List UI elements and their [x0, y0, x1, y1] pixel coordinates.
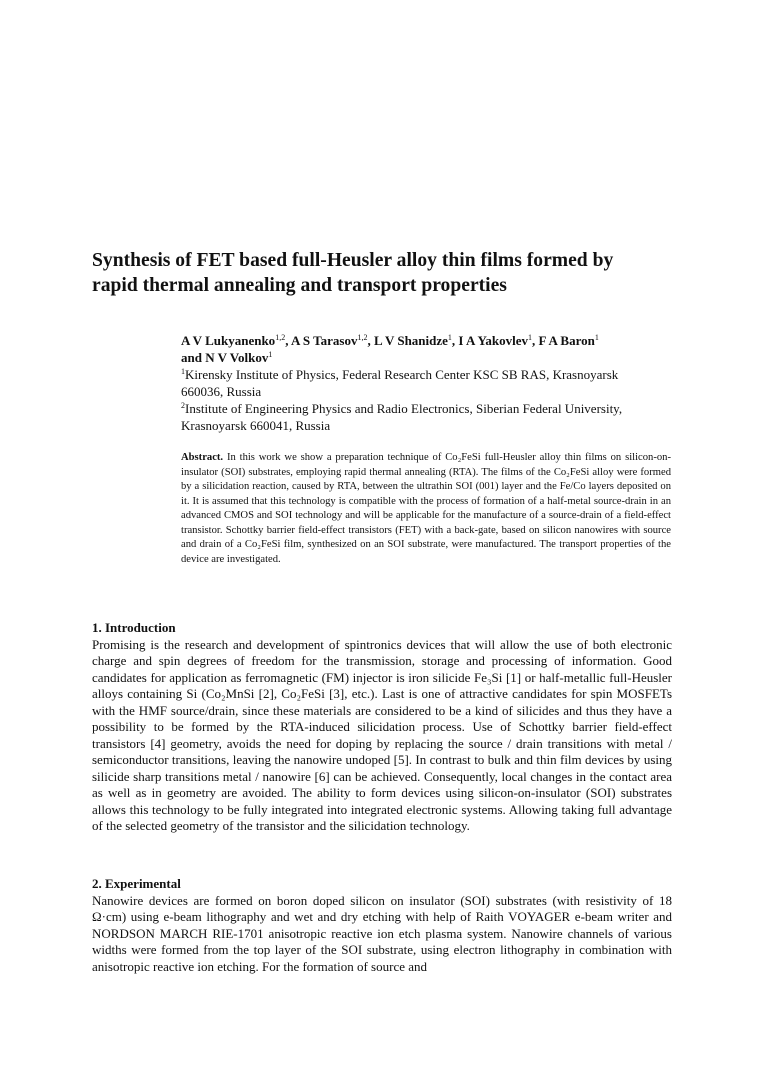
section-introduction [92, 620, 672, 835]
affiliation-line: $^1$Kirensky Institute of Physics, Federal Research Center KSC SB RAS, Krasnoyarsk [181, 367, 619, 382]
section-body: Nanowire devices are formed on boron doped silicon on insulator (SOI) substrates (with resistivity of 18 Ω·cm) using e-beam lithography and wet and dry etching with help of Raith VOYAGER e-beam writer and NORDSON MARCH RIE-1701 anisotropic reactive ion etch plasma system. Nanowire channels of various widths were formed from the top layer of the SOI substrate, using electron lithography in combination with anisotropic reactive ion etching. For the formation of source and [92, 892, 672, 974]
author-list [181, 332, 681, 366]
author-name: L V Shanidze [373, 333, 448, 348]
affiliation-number: 1 [181, 367, 185, 376]
section-body: Promising is the research and development of spintronics devices that will allow the use of both electronic charge and spin degrees of freedom for the transmission, storage and processing of information. Good candidates for application as ferromagnetic (FM) injector is iron silicide Fe₃Si [1] or half-metallic full-Heusler alloys containing Si (Co₂MnSi [2], Co₂FeSi [3], etc.). Last is one of attractive candidates for spin MOSFETs with the HMF source/drain, since these materials are considered to be a kind of silicides and thus they have a possibility to be formed by the RTA-induced silicidation process. Use of Schottky barrier field-effect transistors [4] geometry, avoids the need for doping by replacing the source / drain transitions with metal / semiconductor transitions, leaving the nanowire undoped [5]. In contrast to bulk and thin film devices by using silicide sharp transitions metal / nanowire [6] can be achieved. Consequently, local changes in the contact area as well as in geometry are avoided. The ability to form devices using silicon-on-insulator (SOI) substrates allows this technology to be fully integrated into integrated electronic systems. Allowing taking full advantage of the selected geometry of the transistor and the silicidation technology. [92, 636, 672, 833]
affiliation-line: $^2$Institute of Engineering Physics and Radio Electronics, Siberian Federal University, [181, 401, 623, 416]
author-affiliation-mark: 1 [268, 350, 273, 359]
author-block [181, 332, 681, 434]
paper-title [92, 248, 692, 298]
affiliation-line: 660036, Russia [181, 384, 262, 399]
author-affiliation-mark: 1,2 [357, 333, 368, 342]
author-name: I A Yakovlev [458, 333, 529, 348]
author-line: and N V Volkov$^1$ [181, 350, 273, 365]
section-heading: 1. Introduction [92, 620, 176, 635]
title-line: rapid thermal annealing and transport properties [92, 275, 507, 296]
affiliation-number: 2 [181, 401, 185, 410]
author-line: A V Lukyanenko$^{1,2}$, A S Tarasov$^{1,2}$, L V Shanidze$^1$, I A Yakovlev$^1$, F A Baron$^1$ [181, 333, 599, 348]
section-experimental [92, 876, 672, 975]
author-name: A S Tarasov [290, 333, 358, 348]
abstract-text: In this work we show a preparation technique of Co₂FeSi full-Heusler alloy thin films on silicon-on-insulator (SOI) substrates, employing rapid thermal annealing (RTA). The films of the Co₂FeSi alloy were formed by a silicidation reaction, caused by RTA, between the ultrathin SOI (001) layer and the Fe/Co layers deposited on it. It is assumed that this technology is compatible with the process of formation of a half-metal source-drain in an advanced CMOS and SOI technology and will be applicable for the manufacture of a source-drain of a field-effect transistor. Schottky barrier field-effect transistors (FET) with a back-gate, based on silicon nanowires with source and drain of a Co₂FeSi film, synthesized on an SOI substrate, were manufactured. The transport properties of the device are investigated. [181, 452, 671, 565]
affiliation [181, 366, 681, 400]
author-affiliation-mark: 1 [447, 333, 452, 342]
author-affiliation-mark: 1 [528, 333, 533, 342]
author-name: F A Baron [538, 333, 595, 348]
abstract-label: Abstract. [181, 452, 224, 463]
section-heading: 2. Experimental [92, 876, 181, 891]
affiliation-line: Krasnoyarsk 660041, Russia [181, 418, 331, 433]
author-name: N V Volkov [205, 350, 269, 365]
abstract [181, 451, 671, 567]
affiliation [181, 400, 681, 434]
author-affiliation-mark: 1,2 [275, 333, 286, 342]
author-affiliation-mark: 1 [594, 333, 599, 342]
author-name: A V Lukyanenko [181, 333, 276, 348]
title-line: Synthesis of FET based full-Heusler alloy thin films formed by [92, 250, 614, 271]
